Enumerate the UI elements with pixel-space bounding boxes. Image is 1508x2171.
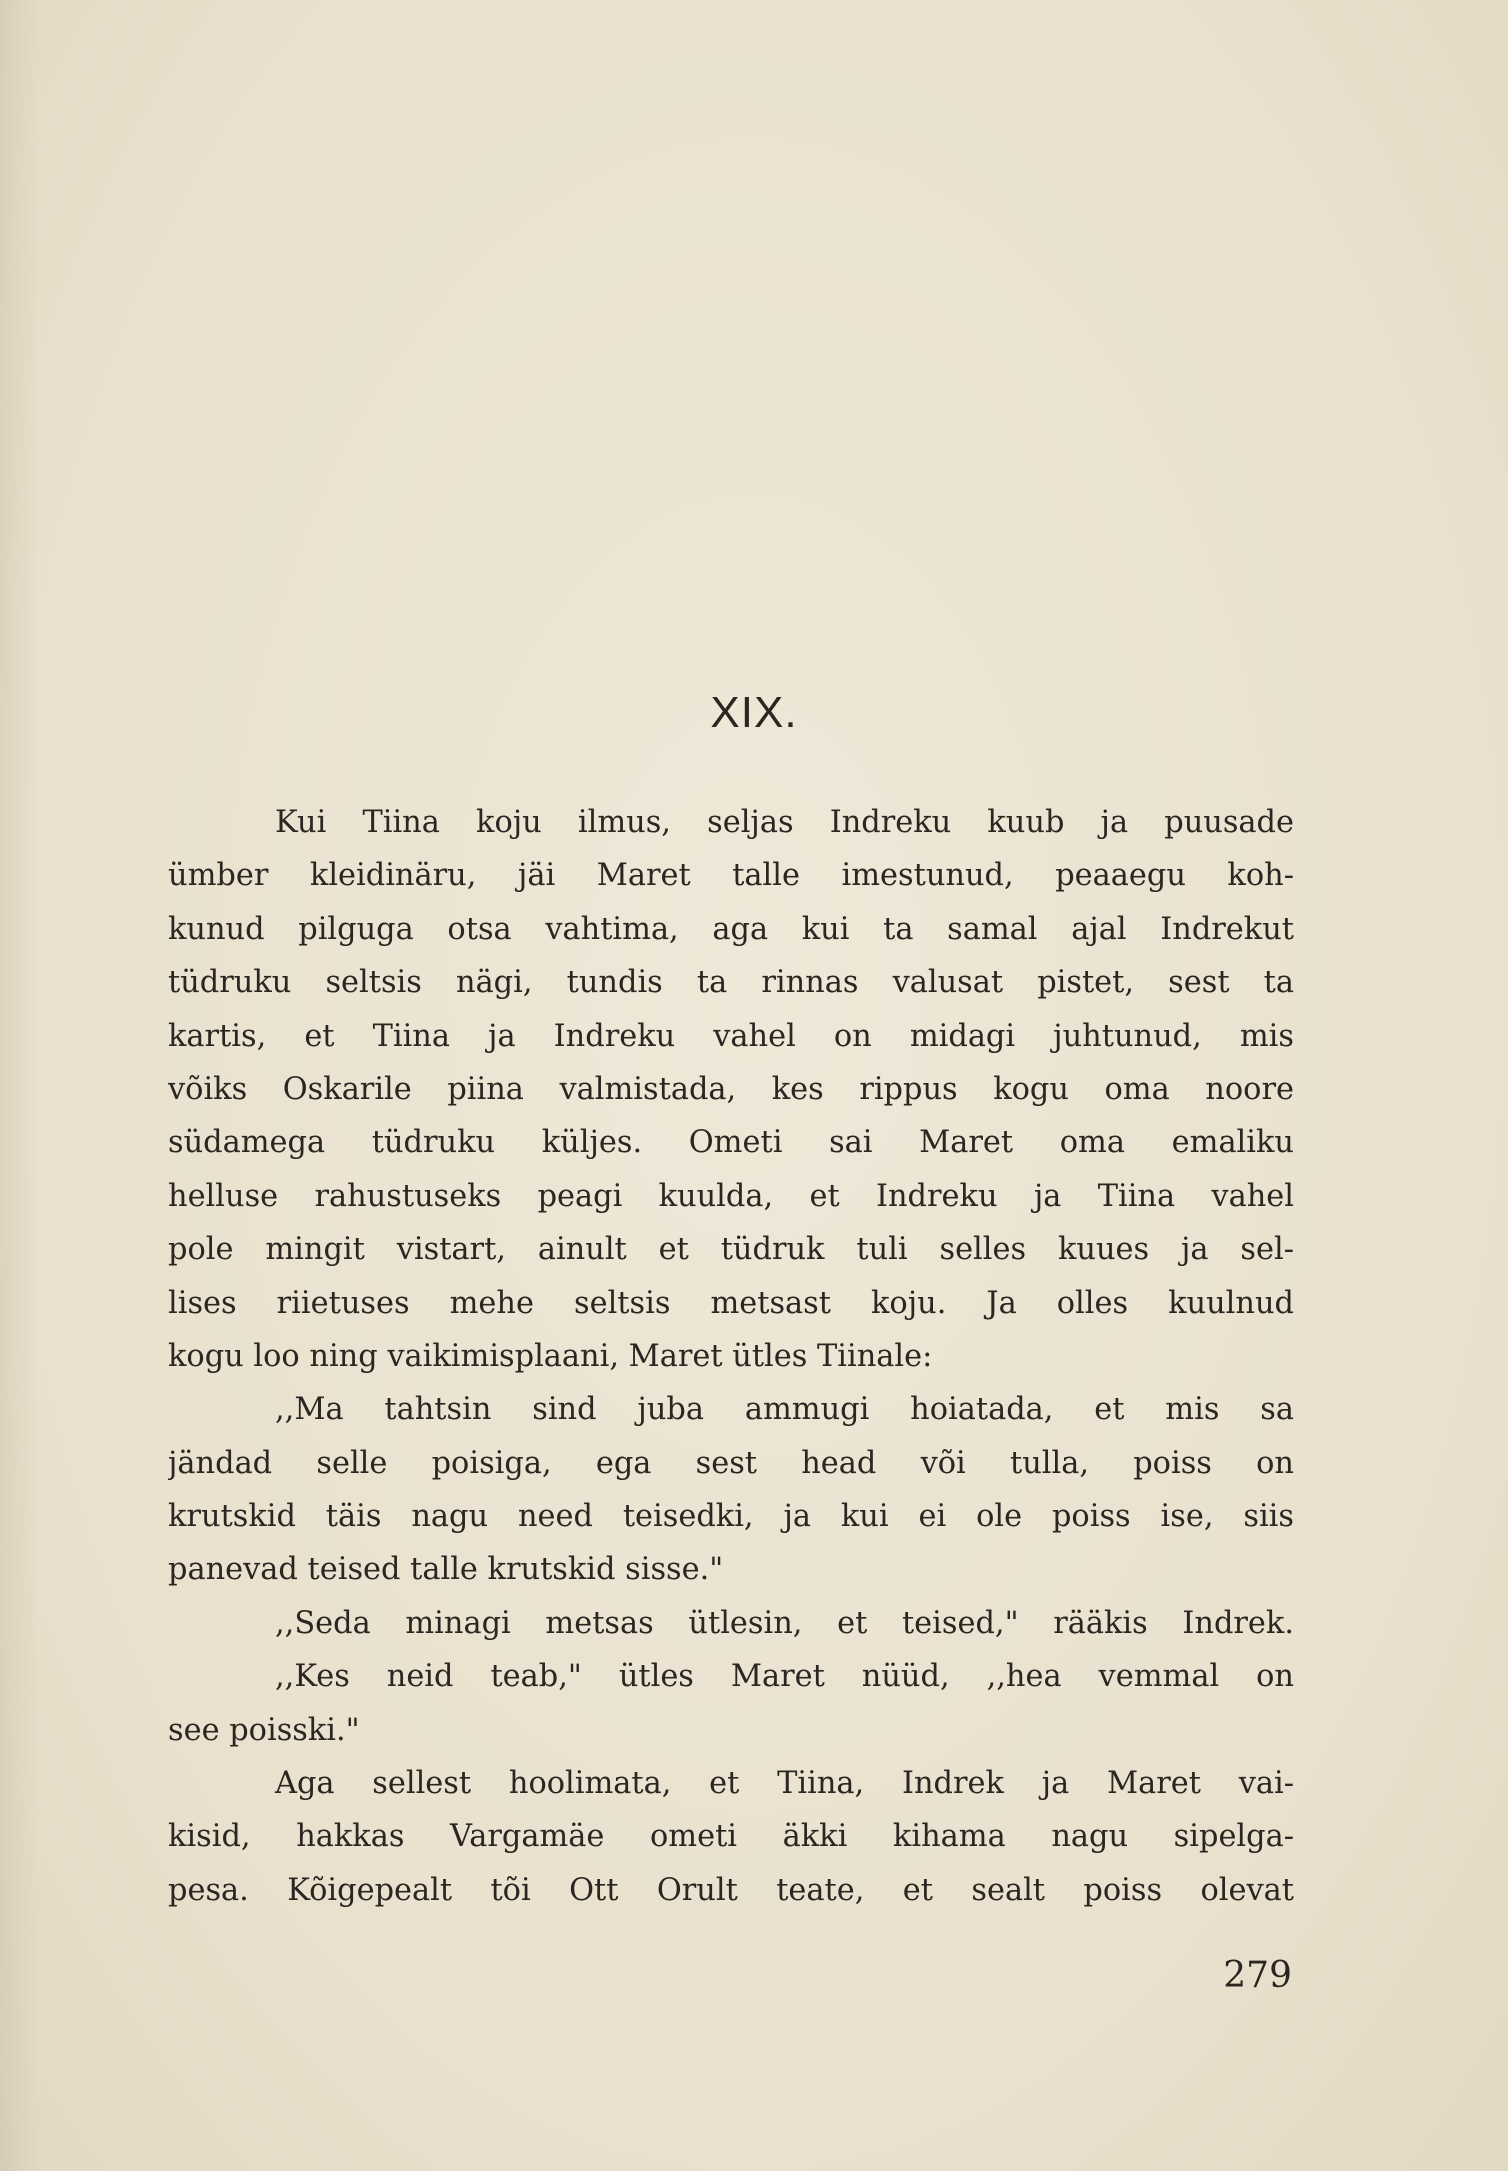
body-text	[168, 796, 1294, 1917]
text-line: see poisski."	[168, 1712, 360, 1748]
text-line: helluse rahustuseks peagi kuulda, et Indreku ja Tiina vahel	[168, 1178, 1294, 1214]
page-number: 279	[1223, 1955, 1292, 1996]
text-line: kartis, et Tiina ja Indreku vahel on midagi juhtunud, mis	[168, 1018, 1294, 1054]
text-line: Aga sellest hoolimata, et Tiina, Indrek ja Maret vai-	[275, 1766, 1294, 1802]
text-line: krutskid täis nagu need teisedki, ja kui ei ole poiss ise, siis	[168, 1499, 1294, 1535]
text-line: ,,Ma tahtsin sind juba ammugi hoiatada, et mis sa	[275, 1392, 1294, 1428]
text-line: ,,Seda minagi metsas ütlesin, et teised," rääkis Indrek.	[275, 1605, 1294, 1641]
text-line: pesa. Kõigepealt tõi Ott Orult teate, et sealt poiss olevat	[168, 1872, 1294, 1908]
text-line: pole mingit vistart, ainult et tüdruk tuli selles kuues ja sel-	[168, 1232, 1294, 1268]
text-line: ümber kleidinäru, jäi Maret talle imestunud, peaaegu koh-	[168, 858, 1294, 894]
text-line: ,,Kes neid teab," ütles Maret nüüd, ,,hea vemmal on	[275, 1659, 1294, 1695]
text-line: tüdruku seltsis nägi, tundis ta rinnas valusat pistet, sest ta	[168, 965, 1294, 1001]
chapter-heading: XIX.	[710, 688, 798, 737]
text-line: südamega tüdruku küljes. Ometi sai Maret oma emaliku	[168, 1125, 1294, 1161]
text-line: kunud pilguga otsa vahtima, aga kui ta samal ajal Indrekut	[168, 911, 1294, 947]
text-line: kisid, hakkas Vargamäe ometi äkki kihama nagu sipelga-	[168, 1819, 1294, 1855]
text-line: jändad selle poisiga, ega sest head või tulla, poiss on	[168, 1445, 1294, 1481]
text-line: panevad teised talle krutskid sisse."	[168, 1552, 724, 1588]
text-line: Kui Tiina koju ilmus, seljas Indreku kuub ja puusade	[275, 805, 1294, 840]
text-line: kogu loo ning vaikimisplaani, Maret ütles Tiinale:	[168, 1338, 933, 1374]
text-line: võiks Oskarile piina valmistada, kes rippus kogu oma noore	[168, 1071, 1294, 1107]
text-line: lises riietuses mehe seltsis metsast koju. Ja olles kuulnud	[168, 1285, 1294, 1321]
